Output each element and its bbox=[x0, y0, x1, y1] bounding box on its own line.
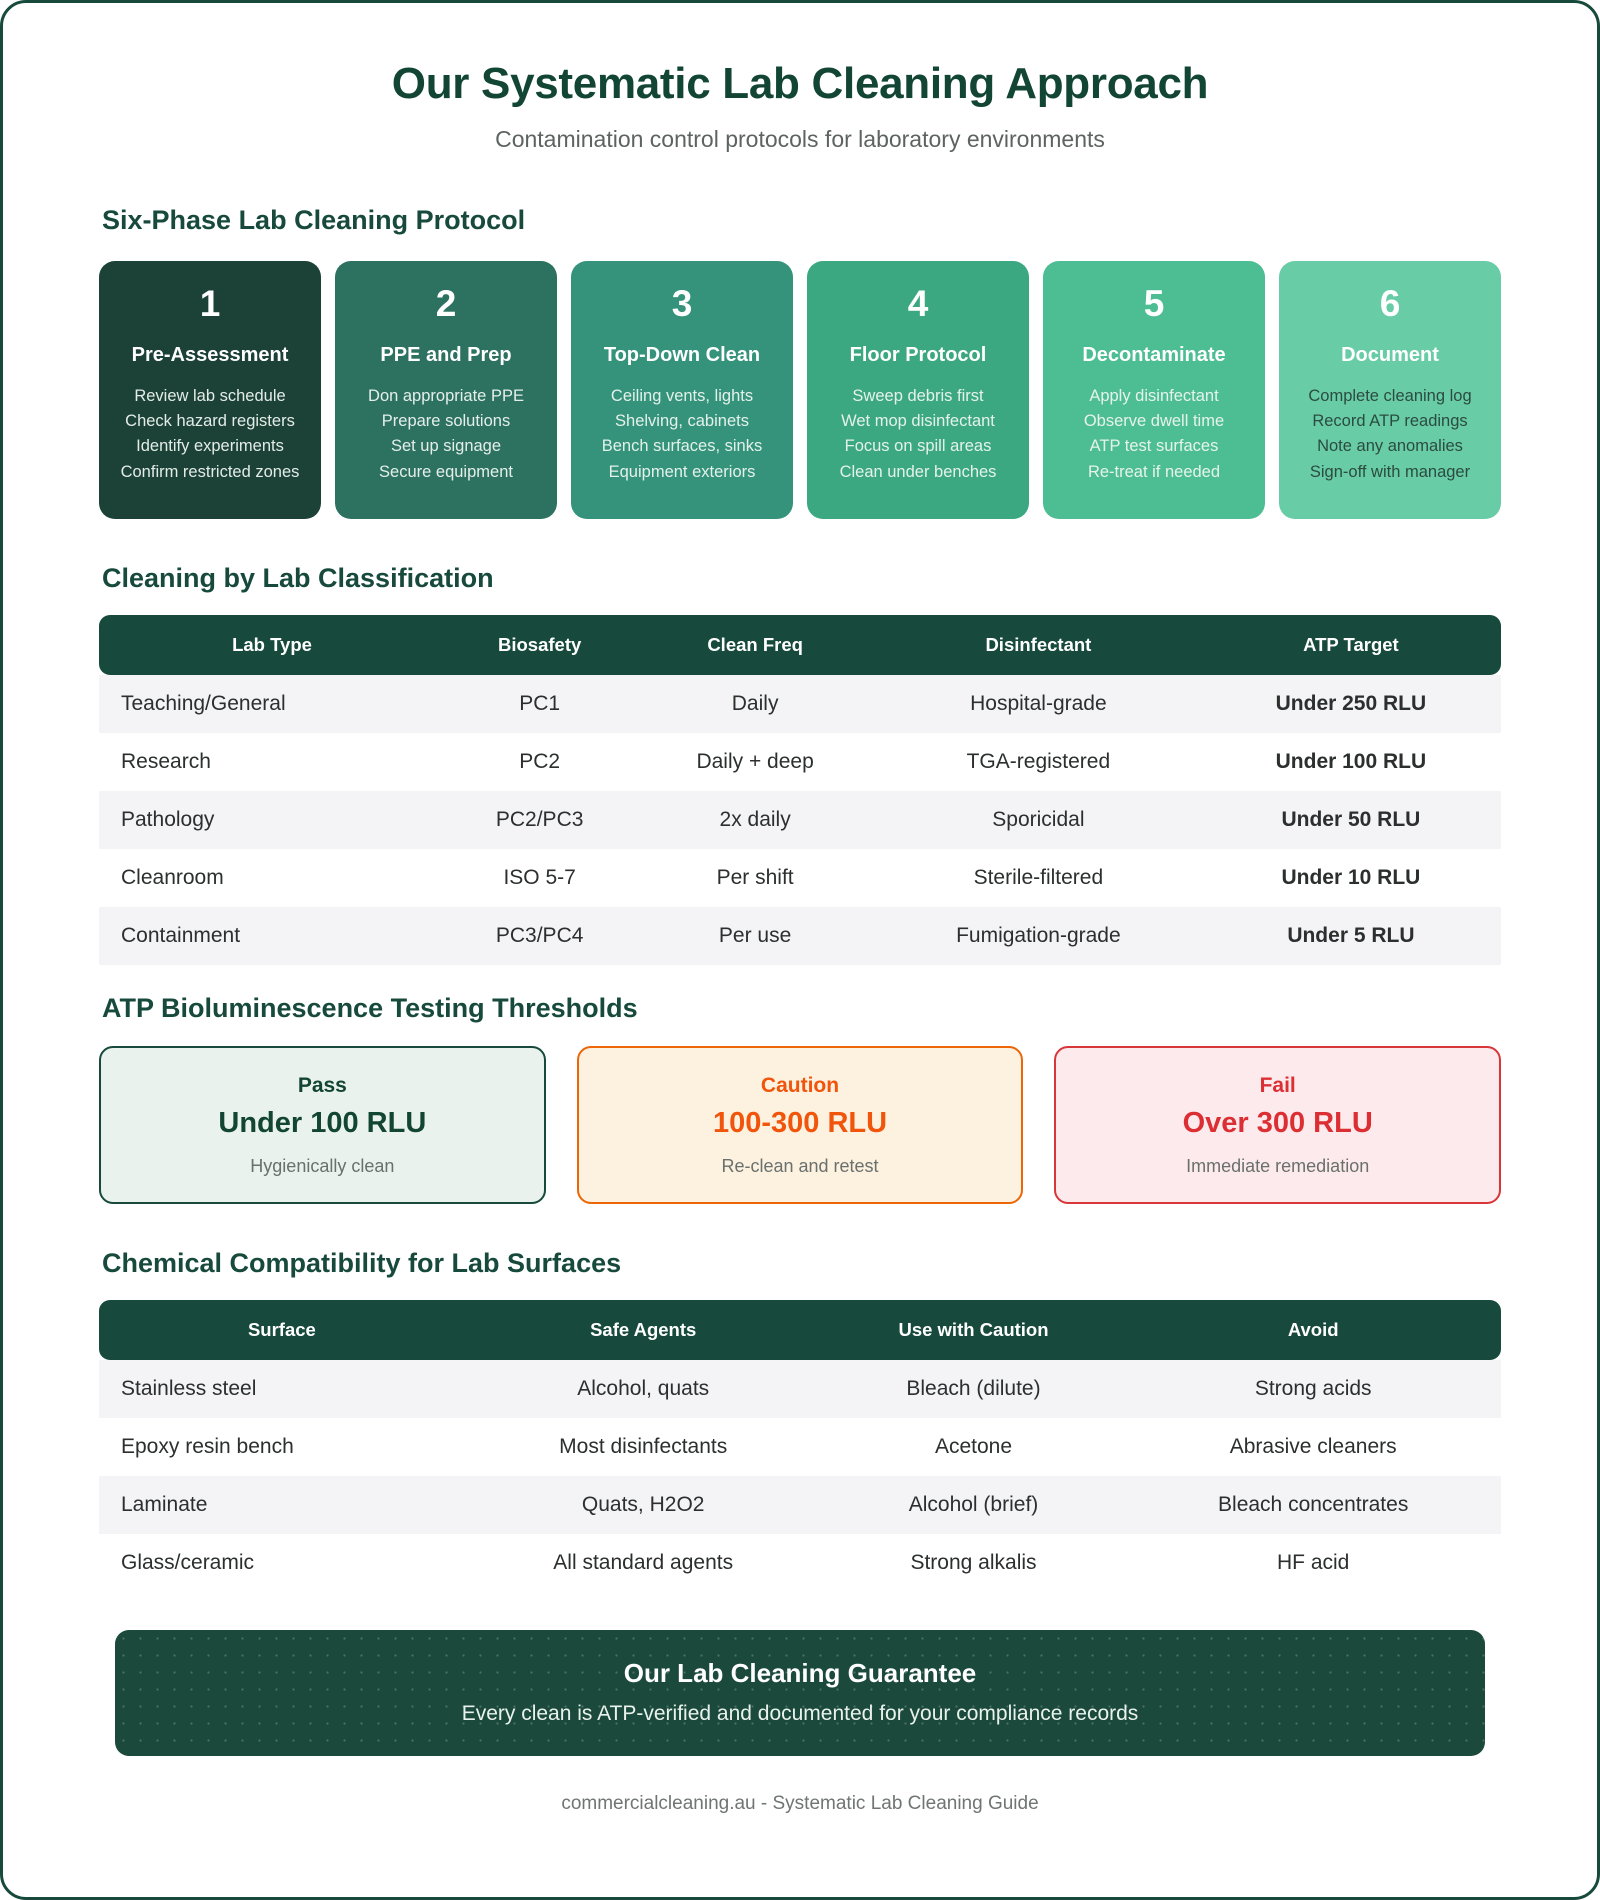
phase-item: Review lab schedule bbox=[134, 387, 286, 405]
chemical-compatibility-table bbox=[99, 1300, 1501, 1592]
threshold-card-fail bbox=[1054, 1046, 1501, 1204]
phase-number: 1 bbox=[199, 283, 221, 324]
table-row bbox=[99, 907, 1501, 965]
table-cell: Most disinfectants bbox=[559, 1435, 728, 1458]
phase-item: Sweep debris first bbox=[852, 387, 984, 405]
table-cell: Under 250 RLU bbox=[1275, 692, 1427, 715]
column-header: ATP Target bbox=[1201, 615, 1501, 675]
phase-item: ATP test surfaces bbox=[1089, 437, 1219, 456]
phase-card-1 bbox=[99, 261, 321, 519]
table-row bbox=[99, 1418, 1501, 1476]
table-cell: Under 5 RLU bbox=[1287, 924, 1415, 947]
phase-number: 3 bbox=[671, 283, 693, 324]
threshold-value: 100-300 RLU bbox=[712, 1107, 888, 1139]
table-cell: Stainless steel bbox=[121, 1377, 257, 1400]
table-cell: Per shift bbox=[716, 866, 794, 889]
compatibility-section-heading: Chemical Compatibility for Lab Surfaces bbox=[102, 1248, 622, 1278]
threshold-card-row bbox=[99, 1046, 1501, 1204]
phase-item: Secure equipment bbox=[379, 462, 513, 481]
table-cell: Research bbox=[121, 750, 211, 773]
table-cell: Daily + deep bbox=[696, 750, 814, 773]
threshold-note: Hygienically clean bbox=[250, 1156, 395, 1176]
phase-item: Don appropriate PPE bbox=[368, 387, 524, 405]
phase-title: Top-Down Clean bbox=[603, 344, 761, 366]
table-cell: Bleach concentrates bbox=[1218, 1493, 1409, 1516]
table-cell: Abrasive cleaners bbox=[1229, 1435, 1397, 1458]
protocol-section-heading: Six-Phase Lab Cleaning Protocol bbox=[102, 205, 526, 235]
page-footer: commercialcleaning.au - Systematic Lab Cleaning Guide bbox=[561, 1793, 1039, 1814]
phase-item: Sign-off with manager bbox=[1309, 462, 1471, 481]
table-cell: Strong acids bbox=[1254, 1377, 1372, 1400]
table-cell: Alcohol (brief) bbox=[908, 1493, 1039, 1516]
table-row bbox=[99, 791, 1501, 849]
phase-card-4 bbox=[807, 261, 1029, 519]
phase-item: Clean under benches bbox=[839, 462, 997, 481]
phase-item: Complete cleaning log bbox=[1308, 387, 1472, 405]
table-cell: Fumigation-grade bbox=[956, 924, 1121, 947]
table-cell: Under 100 RLU bbox=[1275, 750, 1427, 773]
table-body bbox=[99, 1360, 1501, 1592]
lab-classification-table bbox=[99, 615, 1501, 965]
table-cell: 2x daily bbox=[719, 808, 791, 831]
table-cell: ISO 5-7 bbox=[503, 866, 576, 889]
phase-title: Floor Protocol bbox=[849, 344, 987, 366]
phase-item: Wet mop disinfectant bbox=[841, 412, 995, 431]
column-header: Disinfectant bbox=[876, 615, 1201, 675]
phase-card-6 bbox=[1279, 261, 1501, 519]
phase-title: Document bbox=[1341, 344, 1439, 366]
table-cell: Daily bbox=[731, 692, 779, 715]
table-cell: Pathology bbox=[121, 808, 215, 831]
threshold-value: Under 100 RLU bbox=[218, 1107, 427, 1139]
phase-card-2 bbox=[335, 261, 557, 519]
table-cell: Cleanroom bbox=[121, 866, 224, 889]
guarantee-title: Our Lab Cleaning Guarantee bbox=[623, 1658, 977, 1688]
phase-item: Check hazard registers bbox=[125, 412, 295, 431]
table-cell: Under 10 RLU bbox=[1281, 866, 1421, 889]
table-cell: PC3/PC4 bbox=[495, 924, 584, 947]
phase-item: Record ATP readings bbox=[1312, 412, 1468, 431]
table-cell: PC1 bbox=[519, 692, 561, 715]
page-subtitle: Contamination control protocols for laboratory environments bbox=[495, 126, 1105, 152]
threshold-note: Immediate remediation bbox=[1186, 1156, 1370, 1176]
column-header: Safe Agents bbox=[465, 1300, 822, 1360]
table-cell: Alcohol, quats bbox=[577, 1377, 710, 1400]
phase-item: Observe dwell time bbox=[1083, 412, 1225, 431]
table-header-row bbox=[99, 615, 1501, 675]
column-header: Biosafety bbox=[445, 615, 634, 675]
page-title: Our Systematic Lab Cleaning Approach bbox=[391, 59, 1209, 108]
threshold-value: Over 300 RLU bbox=[1182, 1107, 1373, 1139]
phase-card-row bbox=[99, 261, 1501, 519]
table-row bbox=[99, 1476, 1501, 1534]
table-body bbox=[99, 675, 1501, 965]
phase-item: Ceiling vents, lights bbox=[610, 387, 754, 405]
table-cell: Under 50 RLU bbox=[1281, 808, 1421, 831]
table-cell: Sterile-filtered bbox=[973, 866, 1104, 889]
phase-item: Set up signage bbox=[390, 437, 502, 456]
phase-item: Note any anomalies bbox=[1317, 437, 1463, 456]
table-cell: Glass/ceramic bbox=[121, 1551, 255, 1574]
column-header: Clean Freq bbox=[634, 615, 876, 675]
table-cell: Containment bbox=[121, 924, 241, 947]
table-cell: Quats, H2O2 bbox=[581, 1493, 705, 1516]
table-cell: Acetone bbox=[934, 1435, 1013, 1458]
phase-item: Re-treat if needed bbox=[1087, 462, 1221, 481]
table-row bbox=[99, 1360, 1501, 1418]
threshold-card-pass bbox=[99, 1046, 546, 1204]
table-cell: Epoxy resin bench bbox=[121, 1435, 294, 1458]
threshold-note: Re-clean and retest bbox=[721, 1156, 879, 1176]
table-cell: Per use bbox=[718, 924, 792, 947]
threshold-label: Fail bbox=[1259, 1074, 1296, 1097]
table-row bbox=[99, 733, 1501, 791]
table-cell: Hospital-grade bbox=[970, 692, 1107, 715]
thresholds-section-heading: ATP Bioluminescence Testing Thresholds bbox=[102, 993, 638, 1023]
table-cell: TGA-registered bbox=[966, 750, 1111, 773]
table-cell: Bleach (dilute) bbox=[906, 1377, 1041, 1400]
threshold-label: Pass bbox=[297, 1074, 347, 1097]
classification-section-heading: Cleaning by Lab Classification bbox=[102, 563, 494, 593]
table-header-row bbox=[99, 1300, 1501, 1360]
phase-item: Bench surfaces, sinks bbox=[601, 437, 763, 456]
phase-number: 2 bbox=[435, 283, 457, 324]
phase-item: Prepare solutions bbox=[381, 412, 511, 431]
threshold-label: Caution bbox=[760, 1074, 840, 1097]
table-cell: HF acid bbox=[1277, 1551, 1350, 1574]
column-header: Avoid bbox=[1125, 1300, 1501, 1360]
guarantee-banner bbox=[115, 1630, 1485, 1756]
column-header: Use with Caution bbox=[822, 1300, 1126, 1360]
phase-title: PPE and Prep bbox=[380, 344, 512, 366]
phase-title: Decontaminate bbox=[1082, 344, 1226, 366]
phase-title: Pre-Assessment bbox=[131, 344, 289, 366]
table-row bbox=[99, 849, 1501, 907]
table-cell: All standard agents bbox=[553, 1551, 734, 1574]
table-cell: Laminate bbox=[121, 1493, 208, 1516]
column-header: Lab Type bbox=[99, 615, 445, 675]
phase-item: Equipment exteriors bbox=[608, 462, 756, 481]
phase-item: Identify experiments bbox=[136, 437, 284, 456]
phase-item: Shelving, cabinets bbox=[615, 412, 749, 431]
guarantee-subtitle: Every clean is ATP-verified and documented for your compliance records bbox=[461, 1702, 1139, 1725]
phase-number: 5 bbox=[1143, 283, 1165, 324]
table-row bbox=[99, 675, 1501, 733]
phase-card-3 bbox=[571, 261, 793, 519]
phase-number: 4 bbox=[907, 283, 929, 324]
table-cell: Strong alkalis bbox=[910, 1551, 1037, 1574]
phase-card-5 bbox=[1043, 261, 1265, 519]
table-row bbox=[99, 1534, 1501, 1592]
table-cell: Sporicidal bbox=[992, 808, 1085, 831]
phase-item: Focus on spill areas bbox=[844, 437, 992, 456]
table-cell: Teaching/General bbox=[121, 692, 286, 715]
phase-item: Apply disinfectant bbox=[1089, 387, 1219, 405]
table-cell: PC2 bbox=[519, 750, 561, 773]
table-cell: PC2/PC3 bbox=[495, 808, 584, 831]
phase-item: Confirm restricted zones bbox=[120, 462, 300, 481]
threshold-card-caution bbox=[577, 1046, 1024, 1204]
phase-number: 6 bbox=[1379, 283, 1401, 324]
column-header: Surface bbox=[99, 1300, 465, 1360]
